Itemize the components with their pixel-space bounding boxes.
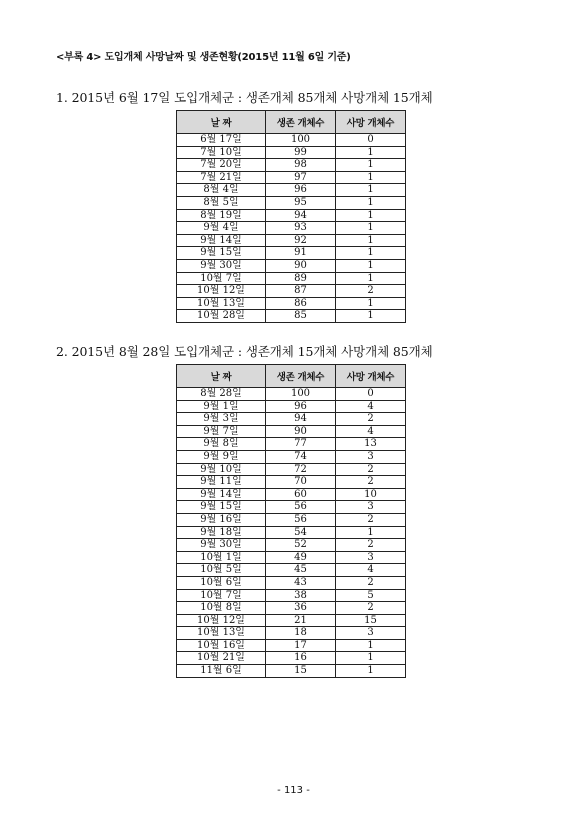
table-row bbox=[177, 413, 406, 426]
table-row bbox=[177, 589, 406, 602]
date-cell: 9월 14일 bbox=[177, 234, 266, 247]
table-row bbox=[177, 285, 406, 298]
dead-cell: 1 bbox=[336, 259, 406, 272]
alive-cell: 99 bbox=[266, 146, 336, 159]
dead-cell: 1 bbox=[336, 171, 406, 184]
table-row bbox=[177, 171, 406, 184]
alive-cell: 49 bbox=[266, 551, 336, 564]
section1-title: 1. 2015년 6월 17일 도입개체군 : 생존개체 85개체 사망개체 15개체 bbox=[56, 90, 433, 105]
table-header-row bbox=[177, 111, 406, 134]
alive-cell: 56 bbox=[266, 501, 336, 514]
section2-table-body bbox=[177, 388, 406, 678]
dead-cell: 1 bbox=[336, 159, 406, 172]
table-row bbox=[177, 146, 406, 159]
dead-cell: 4 bbox=[336, 564, 406, 577]
section1-table-body bbox=[177, 134, 406, 323]
date-cell: 10월 21일 bbox=[177, 652, 266, 665]
table-row bbox=[177, 576, 406, 589]
date-cell: 9월 16일 bbox=[177, 513, 266, 526]
alive-cell: 89 bbox=[266, 272, 336, 285]
dead-cell: 4 bbox=[336, 425, 406, 438]
dead-cell: 2 bbox=[336, 576, 406, 589]
date-cell: 10월 13일 bbox=[177, 297, 266, 310]
table-row bbox=[177, 222, 406, 235]
date-cell: 8월 19일 bbox=[177, 209, 266, 222]
date-cell: 9월 15일 bbox=[177, 501, 266, 514]
table-header-row bbox=[177, 365, 406, 388]
dead-cell: 4 bbox=[336, 400, 406, 413]
table-row bbox=[177, 652, 406, 665]
dead-cell: 3 bbox=[336, 627, 406, 640]
dead-cell: 1 bbox=[336, 665, 406, 678]
dead-cell: 10 bbox=[336, 488, 406, 501]
date-cell: 10월 8일 bbox=[177, 602, 266, 615]
table-row bbox=[177, 463, 406, 476]
alive-cell: 100 bbox=[266, 388, 336, 401]
column-header-date: 날 짜 bbox=[177, 365, 266, 388]
alive-cell: 18 bbox=[266, 627, 336, 640]
dead-cell: 1 bbox=[336, 209, 406, 222]
alive-cell: 52 bbox=[266, 539, 336, 552]
dead-cell: 15 bbox=[336, 614, 406, 627]
alive-cell: 97 bbox=[266, 171, 336, 184]
table-row bbox=[177, 539, 406, 552]
alive-cell: 56 bbox=[266, 513, 336, 526]
date-cell: 9월 11일 bbox=[177, 476, 266, 489]
alive-cell: 96 bbox=[266, 184, 336, 197]
section2-table bbox=[176, 364, 406, 678]
date-cell: 9월 18일 bbox=[177, 526, 266, 539]
alive-cell: 98 bbox=[266, 159, 336, 172]
date-cell: 9월 30일 bbox=[177, 259, 266, 272]
alive-cell: 86 bbox=[266, 297, 336, 310]
alive-cell: 94 bbox=[266, 413, 336, 426]
alive-cell: 90 bbox=[266, 425, 336, 438]
dead-cell: 1 bbox=[336, 196, 406, 209]
date-cell: 10월 12일 bbox=[177, 614, 266, 627]
date-cell: 10월 16일 bbox=[177, 639, 266, 652]
dead-cell: 1 bbox=[336, 652, 406, 665]
table-row bbox=[177, 564, 406, 577]
table-row bbox=[177, 639, 406, 652]
table-row bbox=[177, 272, 406, 285]
alive-cell: 93 bbox=[266, 222, 336, 235]
alive-cell: 38 bbox=[266, 589, 336, 602]
column-header-dead: 사망 개체수 bbox=[336, 365, 406, 388]
alive-cell: 17 bbox=[266, 639, 336, 652]
dead-cell: 2 bbox=[336, 463, 406, 476]
alive-cell: 91 bbox=[266, 247, 336, 260]
table-row bbox=[177, 627, 406, 640]
date-cell: 8월 28일 bbox=[177, 388, 266, 401]
table-row bbox=[177, 513, 406, 526]
alive-cell: 95 bbox=[266, 196, 336, 209]
alive-cell: 100 bbox=[266, 134, 336, 147]
alive-cell: 94 bbox=[266, 209, 336, 222]
page-heading: <부록 4> 도입개체 사망날짜 및 생존현황(2015년 11월 6일 기준) bbox=[56, 52, 351, 63]
date-cell: 10월 7일 bbox=[177, 272, 266, 285]
dead-cell: 1 bbox=[336, 234, 406, 247]
table-row bbox=[177, 234, 406, 247]
alive-cell: 77 bbox=[266, 438, 336, 451]
date-cell: 11월 6일 bbox=[177, 665, 266, 678]
table-row bbox=[177, 450, 406, 463]
alive-cell: 85 bbox=[266, 310, 336, 323]
date-cell: 9월 10일 bbox=[177, 463, 266, 476]
dead-cell: 3 bbox=[336, 450, 406, 463]
column-header-alive: 생존 개체수 bbox=[266, 111, 336, 134]
table-row bbox=[177, 310, 406, 323]
column-header-alive: 생존 개체수 bbox=[266, 365, 336, 388]
date-cell: 10월 12일 bbox=[177, 285, 266, 298]
table-row bbox=[177, 425, 406, 438]
alive-cell: 36 bbox=[266, 602, 336, 615]
date-cell: 10월 7일 bbox=[177, 589, 266, 602]
alive-cell: 60 bbox=[266, 488, 336, 501]
date-cell: 7월 10일 bbox=[177, 146, 266, 159]
table-row bbox=[177, 159, 406, 172]
dead-cell: 3 bbox=[336, 501, 406, 514]
date-cell: 9월 15일 bbox=[177, 247, 266, 260]
dead-cell: 2 bbox=[336, 413, 406, 426]
date-cell: 9월 9일 bbox=[177, 450, 266, 463]
dead-cell: 1 bbox=[336, 526, 406, 539]
table-row bbox=[177, 438, 406, 451]
dead-cell: 0 bbox=[336, 134, 406, 147]
table-row bbox=[177, 526, 406, 539]
page-number: - 113 - bbox=[277, 785, 310, 796]
table-row bbox=[177, 476, 406, 489]
date-cell: 10월 6일 bbox=[177, 576, 266, 589]
date-cell: 10월 28일 bbox=[177, 310, 266, 323]
alive-cell: 90 bbox=[266, 259, 336, 272]
dead-cell: 2 bbox=[336, 602, 406, 615]
date-cell: 8월 4일 bbox=[177, 184, 266, 197]
dead-cell: 1 bbox=[336, 297, 406, 310]
section1-table bbox=[176, 110, 406, 323]
table-row bbox=[177, 209, 406, 222]
date-cell: 9월 3일 bbox=[177, 413, 266, 426]
table-row bbox=[177, 501, 406, 514]
dead-cell: 13 bbox=[336, 438, 406, 451]
date-cell: 9월 14일 bbox=[177, 488, 266, 501]
date-cell: 9월 8일 bbox=[177, 438, 266, 451]
alive-cell: 74 bbox=[266, 450, 336, 463]
alive-cell: 16 bbox=[266, 652, 336, 665]
table-row bbox=[177, 602, 406, 615]
dead-cell: 0 bbox=[336, 388, 406, 401]
date-cell: 9월 7일 bbox=[177, 425, 266, 438]
table-row bbox=[177, 388, 406, 401]
dead-cell: 1 bbox=[336, 222, 406, 235]
table-row bbox=[177, 247, 406, 260]
dead-cell: 1 bbox=[336, 310, 406, 323]
date-cell: 9월 1일 bbox=[177, 400, 266, 413]
table-row bbox=[177, 614, 406, 627]
date-cell: 10월 1일 bbox=[177, 551, 266, 564]
dead-cell: 1 bbox=[336, 639, 406, 652]
dead-cell: 1 bbox=[336, 184, 406, 197]
table-row bbox=[177, 665, 406, 678]
alive-cell: 87 bbox=[266, 285, 336, 298]
alive-cell: 96 bbox=[266, 400, 336, 413]
table-row bbox=[177, 400, 406, 413]
dead-cell: 2 bbox=[336, 539, 406, 552]
date-cell: 9월 4일 bbox=[177, 222, 266, 235]
date-cell: 8월 5일 bbox=[177, 196, 266, 209]
dead-cell: 2 bbox=[336, 476, 406, 489]
column-header-date: 날 짜 bbox=[177, 111, 266, 134]
table-row bbox=[177, 184, 406, 197]
section2-title: 2. 2015년 8월 28일 도입개체군 : 생존개체 15개체 사망개체 85개체 bbox=[56, 344, 433, 359]
table-row bbox=[177, 134, 406, 147]
date-cell: 9월 30일 bbox=[177, 539, 266, 552]
alive-cell: 15 bbox=[266, 665, 336, 678]
alive-cell: 72 bbox=[266, 463, 336, 476]
dead-cell: 1 bbox=[336, 146, 406, 159]
table-row bbox=[177, 297, 406, 310]
alive-cell: 70 bbox=[266, 476, 336, 489]
column-header-dead: 사망 개체수 bbox=[336, 111, 406, 134]
date-cell: 10월 13일 bbox=[177, 627, 266, 640]
dead-cell: 1 bbox=[336, 247, 406, 260]
date-cell: 7월 20일 bbox=[177, 159, 266, 172]
alive-cell: 43 bbox=[266, 576, 336, 589]
date-cell: 10월 5일 bbox=[177, 564, 266, 577]
dead-cell: 1 bbox=[336, 272, 406, 285]
table-row bbox=[177, 196, 406, 209]
dead-cell: 5 bbox=[336, 589, 406, 602]
dead-cell: 2 bbox=[336, 513, 406, 526]
alive-cell: 92 bbox=[266, 234, 336, 247]
table-row bbox=[177, 551, 406, 564]
alive-cell: 45 bbox=[266, 564, 336, 577]
dead-cell: 3 bbox=[336, 551, 406, 564]
alive-cell: 54 bbox=[266, 526, 336, 539]
dead-cell: 2 bbox=[336, 285, 406, 298]
table-row bbox=[177, 488, 406, 501]
date-cell: 6월 17일 bbox=[177, 134, 266, 147]
table-row bbox=[177, 259, 406, 272]
date-cell: 7월 21일 bbox=[177, 171, 266, 184]
alive-cell: 21 bbox=[266, 614, 336, 627]
